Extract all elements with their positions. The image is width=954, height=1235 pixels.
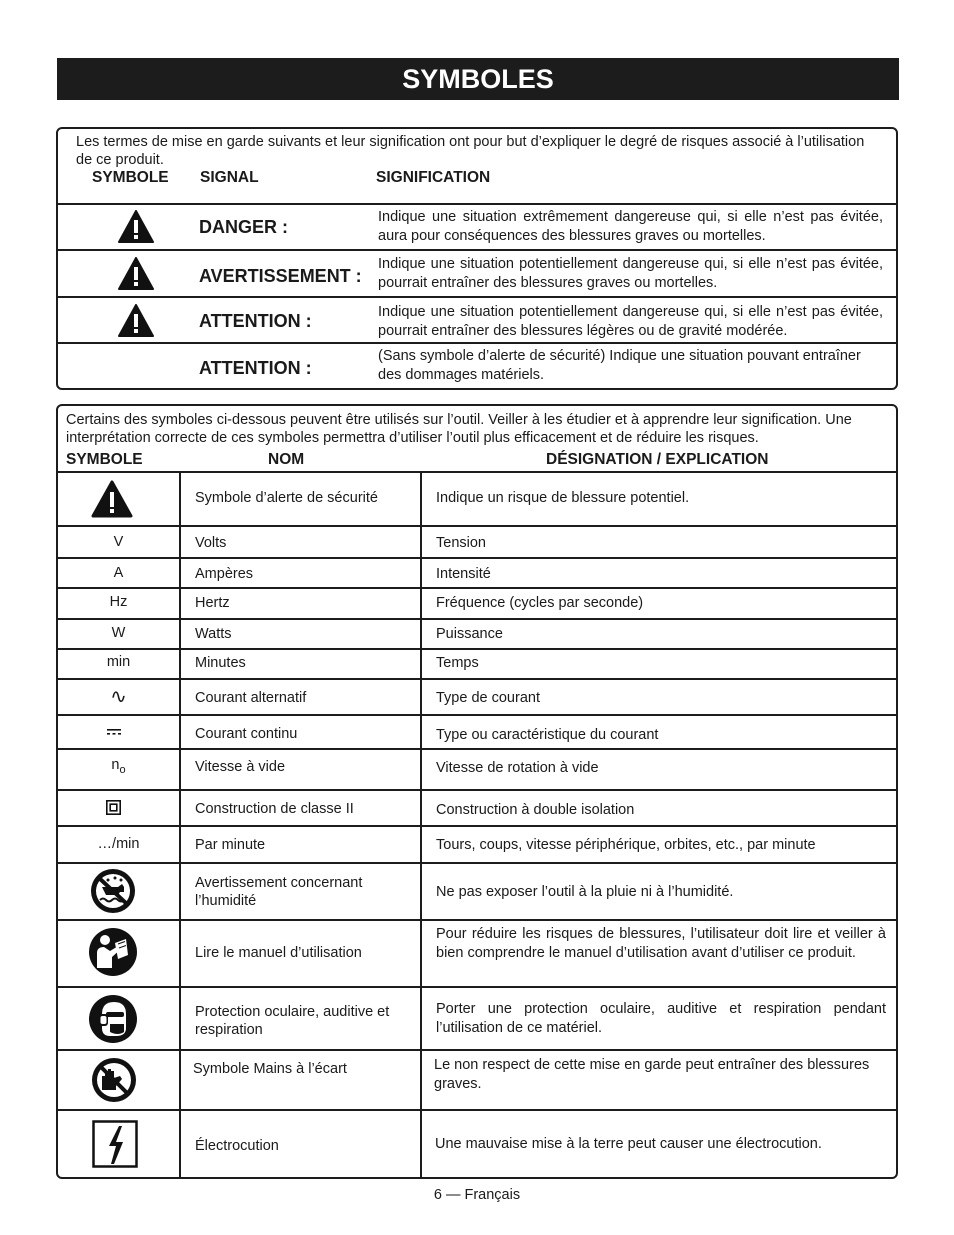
symbol-text: Hz — [109, 594, 128, 610]
header-explanation: DÉSIGNATION / EXPLICATION — [546, 451, 769, 468]
signal-intro: Les termes de mise en garde suivants et leur signification ont pour but d’expliquer le degré de risques associé à l’utilisation de ce produit. — [76, 134, 865, 168]
keep-hands-away-icon — [90, 1056, 138, 1104]
symbol-name: Électrocution — [195, 1138, 279, 1154]
symbol-desc: Puissance — [436, 626, 503, 642]
header-symbol: SYMBOLE — [92, 169, 169, 186]
symbol-desc: Fréquence (cycles par seconde) — [436, 595, 644, 611]
symbol-name: Hertz — [195, 595, 230, 611]
symbol-name: Lire le manuel d’utilisation — [195, 945, 362, 961]
header-signal: SIGNAL — [200, 169, 259, 186]
signal-label: DANGER : — [199, 217, 288, 237]
symbol-name: Watts — [195, 626, 232, 642]
symbol-desc: Pour réduire les risques de blessures, l’utilisateur doit lire et veiller à bien comprendre le manuel d’utilisation avant d’utiliser ce produit. — [436, 926, 886, 961]
signal-label: AVERTISSEMENT : — [199, 266, 362, 286]
symbol-name: Avertissement concernant l’humidité — [195, 875, 363, 909]
signal-label: ATTENTION : — [199, 311, 312, 331]
header-name: NOM — [268, 451, 305, 468]
symbol-name: Minutes — [195, 655, 246, 671]
symbol-name: Ampères — [195, 566, 254, 582]
safety-alert-icon — [91, 480, 133, 518]
electrocution-icon — [92, 1120, 138, 1168]
symbol-name: Symbole d’alerte de sécurité — [195, 490, 378, 506]
symbols-table-box — [56, 404, 898, 1179]
symbol-text: min — [106, 654, 131, 670]
symbol-text: A — [113, 565, 124, 581]
symbol-text: V — [113, 534, 124, 550]
symbol-name: Symbole Mains à l’écart — [193, 1061, 347, 1077]
class-ii-construction-icon — [106, 800, 121, 815]
wet-conditions-alert-icon — [88, 867, 138, 915]
direct-current-icon — [107, 729, 121, 735]
symbol-name: Par minute — [195, 837, 266, 853]
signal-words-box — [56, 127, 898, 390]
symbol-text: …/min — [97, 836, 140, 852]
symbol-name: Courant continu — [195, 726, 298, 742]
signal-label: ATTENTION : — [199, 358, 312, 378]
read-manual-icon — [88, 927, 138, 977]
page-footer: 6 — Français — [433, 1187, 521, 1203]
symbol-desc: Ne pas exposer l’outil à la pluie ni à l’humidité. — [436, 884, 734, 900]
safety-alert-icon — [118, 304, 154, 337]
page-title: SYMBOLES — [57, 58, 899, 100]
symbol-name: Volts — [195, 535, 227, 551]
signal-text: Indique une situation extrêmement dangereuse qui, si elle n’est pas évitée, aura pour conséquences des blessures graves ou mortelles. — [378, 209, 883, 244]
safety-alert-icon — [118, 210, 154, 243]
symbol-desc: Indique un risque de blessure potentiel. — [436, 490, 690, 506]
symbol-name: Construction de classe II — [195, 801, 354, 817]
symbols-intro: Certains des symboles ci-dessous peuvent être utilisés sur l’outil. Veiller à les étudier et à apprendre leur signification. Une interprétation correcte de ces symboles permettra d’utiliser l’outil plus efficacement et de réduire les risques. — [66, 412, 852, 446]
symbol-name: Protection oculaire, auditive et respiration — [195, 1004, 390, 1038]
alternating-current-icon: ∿ — [110, 686, 127, 708]
header-symbol: SYMBOLE — [66, 451, 143, 468]
symbol-desc: Tension — [436, 535, 486, 551]
symbol-desc: Intensité — [436, 566, 491, 582]
symbol-desc: Type de courant — [436, 690, 540, 706]
symbol-desc: Type ou caractéristique du courant — [436, 727, 659, 743]
signal-text: Indique une situation potentiellement dangereuse qui, si elle n’est pas évitée, pourrait entraîner des blessures légères ou de gravité modérée. — [378, 304, 883, 339]
symbol-desc: Tours, coups, vitesse périphérique, orbites, etc., par minute — [436, 837, 816, 853]
header-meaning: SIGNIFICATION — [376, 169, 491, 186]
eye-ear-respiratory-protection-icon — [88, 994, 138, 1044]
symbol-desc: Construction à double isolation — [436, 802, 635, 818]
symbol-name: Vitesse à vide — [195, 759, 286, 775]
symbol-text: W — [111, 625, 126, 641]
symbol-name: Courant alternatif — [195, 690, 307, 706]
symbol-desc: Le non respect de cette mise en garde peut entraîner des blessures graves. — [434, 1057, 870, 1092]
symbol-desc: Une mauvaise mise à la terre peut causer une électrocution. — [435, 1136, 822, 1152]
safety-alert-icon — [118, 257, 154, 290]
no-load-speed-symbol: $n_o$ — [111, 757, 126, 776]
symbol-desc: Porter une protection oculaire, auditive et respiration pendant l’utilisation de ce matériel. — [436, 1001, 886, 1036]
symbol-desc: Temps — [436, 655, 479, 671]
signal-text: (Sans symbole d’alerte de sécurité) Indique une situation pouvant entraîner des dommages matériels. — [378, 348, 861, 383]
signal-text: Indique une situation potentiellement dangereuse qui, si elle n’est pas évitée, pourrait entraîner des blessures graves ou mortelles. — [378, 256, 883, 291]
symbol-desc: Vitesse de rotation à vide — [436, 760, 599, 776]
